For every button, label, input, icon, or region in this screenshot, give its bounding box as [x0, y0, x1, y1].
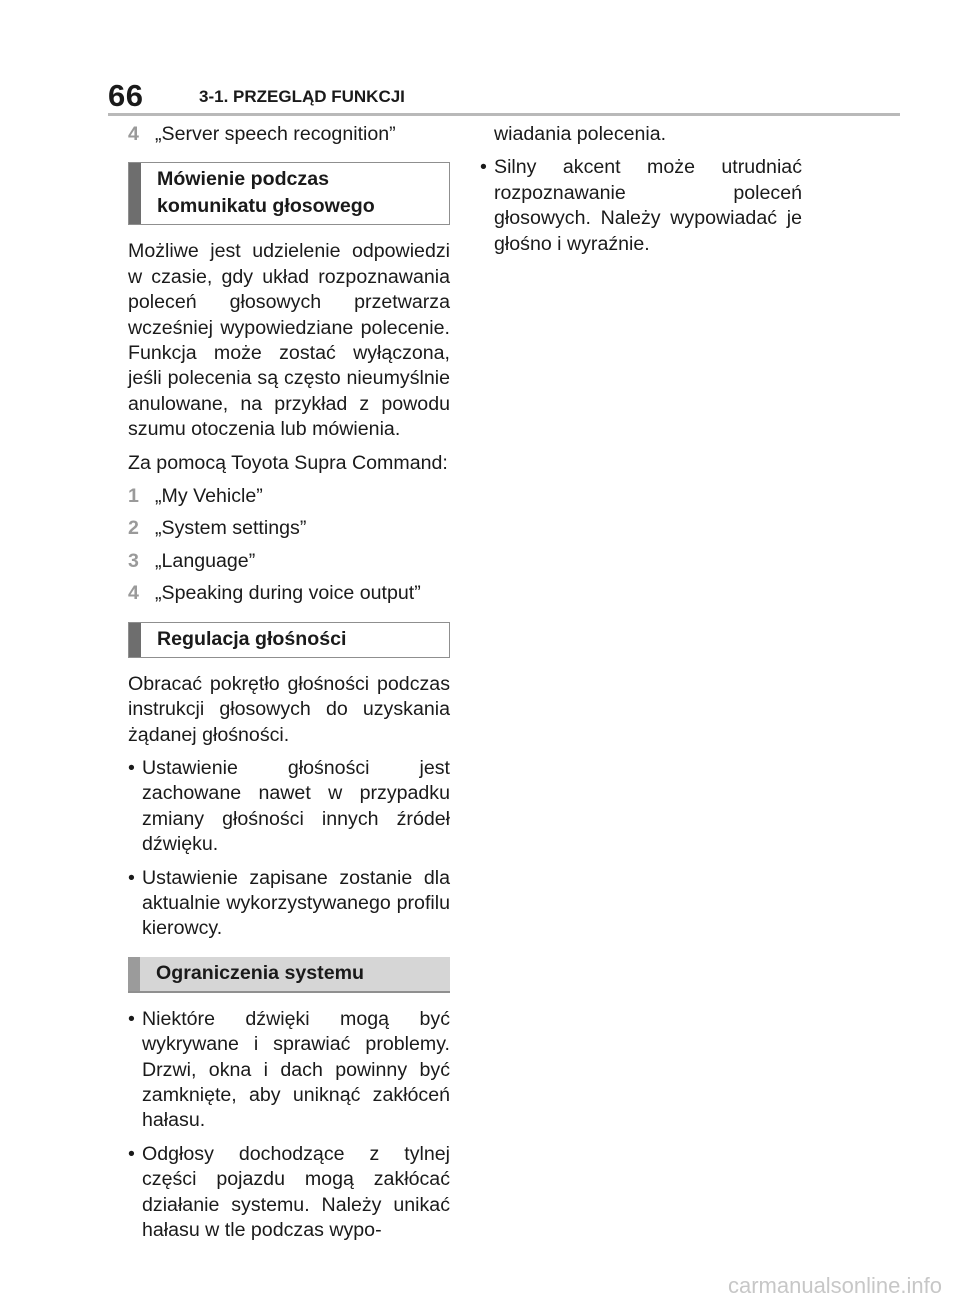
watermark: carmanualsonline.info: [727, 1273, 942, 1298]
bullet-text: Odgłosy dochodzące z tylnej części pojazdu mogą zakłócać działanie systemu. Należy unikać hałasu w tle podczas wypo-: [142, 1142, 450, 1241]
heading-bar: [129, 163, 141, 224]
step-number: 1: [128, 485, 139, 508]
heading-bar: [128, 957, 140, 991]
section-heading: Mówienie podczas komunikatu głosowego: [157, 168, 375, 218]
paragraph: Możliwe jest udzielenie odpowiedzi w czasie, gdy układ rozpoznawania poleceń głosowych przetwarza wcześniej wypowiedziane polecenie. Funkcja może zostać wyłączona, jeśli polecenia są często nieumyślnie anulowane, na przykład z powodu szumu otoczenia lub mówienia.: [128, 240, 450, 441]
right-column: [480, 122, 802, 265]
paragraph: Za pomocą Toyota Supra Command:: [128, 451, 448, 474]
bullet-text: Silny akcent może utrudniać rozpoznawanie poleceń głosowych. Należy wypowiadać je głośno i wyraźnie.: [494, 156, 802, 255]
step-text: „System settings”: [155, 517, 307, 540]
step-text: „My Vehicle”: [155, 485, 263, 508]
section-heading-box: [128, 622, 450, 658]
bullet-dot: •: [480, 156, 487, 179]
step-text: „Speaking during voice output”: [155, 582, 421, 605]
bullet-text: Ustawienie zapisane zostanie dla aktualnie wykorzystywanego profilu kierowcy.: [142, 866, 450, 940]
bullet-dot: •: [128, 1007, 135, 1030]
bullet-item: [128, 1142, 450, 1244]
step-item: [128, 581, 450, 606]
bullet-item: [128, 756, 450, 858]
step-item: [128, 122, 450, 147]
bullet-item: [128, 1007, 450, 1134]
section-heading: Regulacja głośności: [157, 627, 347, 650]
page-number: 66: [108, 78, 144, 113]
section-heading-box: [128, 957, 450, 993]
heading-bar: [129, 623, 141, 657]
step-number: 3: [128, 549, 139, 572]
paragraph: Obracać pokrętło głośności podczas instrukcji głosowych do uzyskania żądanej głośności.: [128, 672, 450, 746]
section-title: 3-1. PRZEGLĄD FUNKCJI: [199, 87, 405, 106]
bullet-dot: •: [128, 1142, 135, 1165]
page-header: [108, 76, 900, 116]
header-rule: [108, 113, 900, 116]
step-text: „Server speech recognition”: [155, 123, 396, 145]
continued-text: wiadania polecenia.: [494, 123, 667, 145]
section-heading: Ograniczenia systemu: [156, 961, 364, 984]
bullet-text: Ustawienie głośności jest zachowane nawet w przypadku zmiany głośności innych źródeł dźwięku.: [142, 756, 450, 856]
step-item: [128, 516, 450, 541]
section-heading-box: [128, 162, 450, 225]
step-item: [128, 484, 450, 509]
bullet-item: [480, 155, 802, 257]
bullet-dot: •: [128, 756, 135, 779]
step-item: [128, 549, 450, 574]
bullet-dot: •: [128, 866, 135, 889]
step-number: 4: [128, 582, 139, 605]
bullet-item: [128, 866, 450, 942]
left-column: [128, 122, 450, 1251]
step-text: „Language”: [155, 549, 256, 572]
bullet-text: Niektóre dźwięki mogą być wykrywane i sprawiać problemy. Drzwi, okna i dach powinny być zamknięte, aby uniknąć zakłóceń hałasu.: [142, 1007, 450, 1132]
step-number: 2: [128, 517, 139, 540]
step-number: 4: [128, 123, 139, 145]
